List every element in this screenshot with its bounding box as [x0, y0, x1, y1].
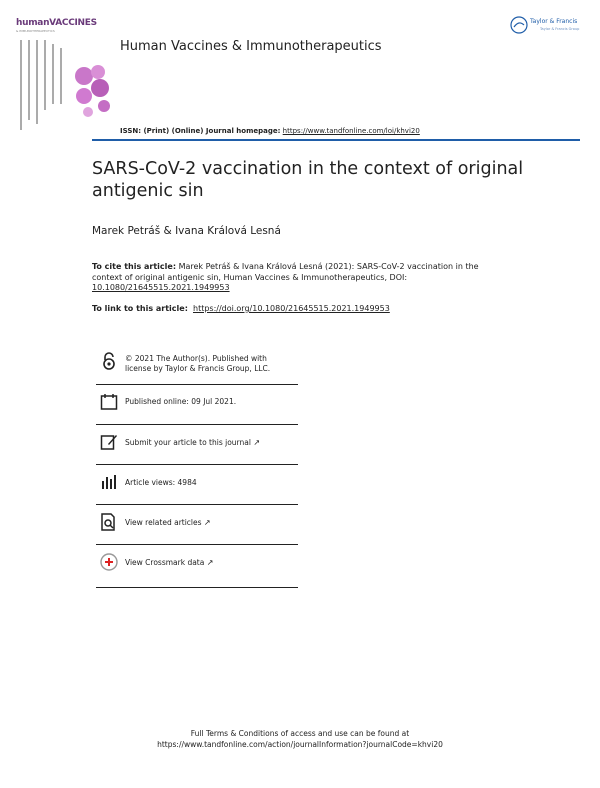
article-views: Article views: 4984	[125, 478, 197, 487]
crossmark-label: View Crossmark data	[125, 558, 205, 567]
cover-subtitle: & IMMUNOTHERAPEUTICS	[16, 29, 55, 33]
open-access-icon	[100, 352, 118, 370]
external-link-icon: ↗	[253, 438, 261, 447]
submit-article-link[interactable]	[125, 438, 295, 448]
external-link-icon: ↗	[203, 518, 211, 527]
cite-label: To cite this article:	[92, 262, 177, 271]
header-divider	[92, 139, 580, 141]
submit-label: Submit your article to this journal	[125, 438, 251, 447]
cover-title: humanVACCINES	[16, 18, 97, 28]
view-crossmark-link[interactable]	[125, 558, 295, 568]
journal-homepage-link[interactable]: https://www.tandfonline.com/loi/khvi20	[282, 127, 420, 135]
license-text: © 2021 The Author(s). Published with license by Taylor & Francis Group, LLC.	[125, 354, 271, 373]
published-row	[96, 385, 298, 425]
issn-label: ISSN: (Print) (Online) Journal homepage:	[120, 127, 281, 135]
related-label: View related articles	[125, 518, 202, 527]
article-title: SARS-CoV-2 vaccination in the context of original antigenic sin	[92, 159, 524, 201]
journal-title: Human Vaccines & Immunotherapeutics	[120, 39, 382, 54]
calendar-icon	[100, 393, 118, 411]
publisher-group: Taylor & Francis Group	[540, 27, 580, 31]
view-related-articles-link[interactable]	[125, 518, 295, 528]
cite-text: Marek Petráš & Ivana Králová Lesná (2021): SARS-CoV-2 vaccination in the context of original antigenic sin, Human Vaccines & Immunotherapeutics, DOI:	[92, 262, 479, 282]
article-link-line	[92, 304, 390, 313]
views-row	[96, 465, 298, 505]
license-row	[96, 342, 298, 385]
footer-line-1: Full Terms & Conditions of access and use can be found at	[190, 729, 410, 738]
edit-icon	[100, 433, 118, 451]
doi-link[interactable]: 10.1080/21645515.2021.1949953	[92, 283, 230, 292]
article-doi-url[interactable]: https://doi.org/10.1080/21645515.2021.1949953	[193, 304, 390, 313]
link-label: To link to this article:	[92, 304, 188, 313]
issn-line	[120, 127, 420, 135]
footer-journal-info-link[interactable]: https://www.tandfonline.com/action/journalInformation?journalCode=khvi20	[157, 740, 443, 749]
taylor-francis-logo-icon	[510, 16, 528, 34]
submit-row[interactable]	[96, 425, 298, 465]
crossmark-icon	[100, 553, 118, 571]
external-link-icon: ↗	[206, 558, 214, 567]
publisher-name: Taylor & Francis	[530, 18, 578, 25]
related-row[interactable]	[96, 505, 298, 545]
bar-chart-icon	[100, 473, 118, 491]
article-authors: Marek Petráš & Ivana Králová Lesná	[92, 225, 281, 237]
crossmark-row[interactable]	[96, 545, 298, 588]
cover-microscopy-image	[70, 62, 116, 124]
published-date: Published online: 09 Jul 2021.	[125, 397, 237, 406]
citation-block	[92, 262, 482, 294]
footer-terms	[0, 728, 600, 750]
journal-cover-thumbnail	[16, 18, 110, 130]
related-articles-icon	[100, 513, 118, 531]
